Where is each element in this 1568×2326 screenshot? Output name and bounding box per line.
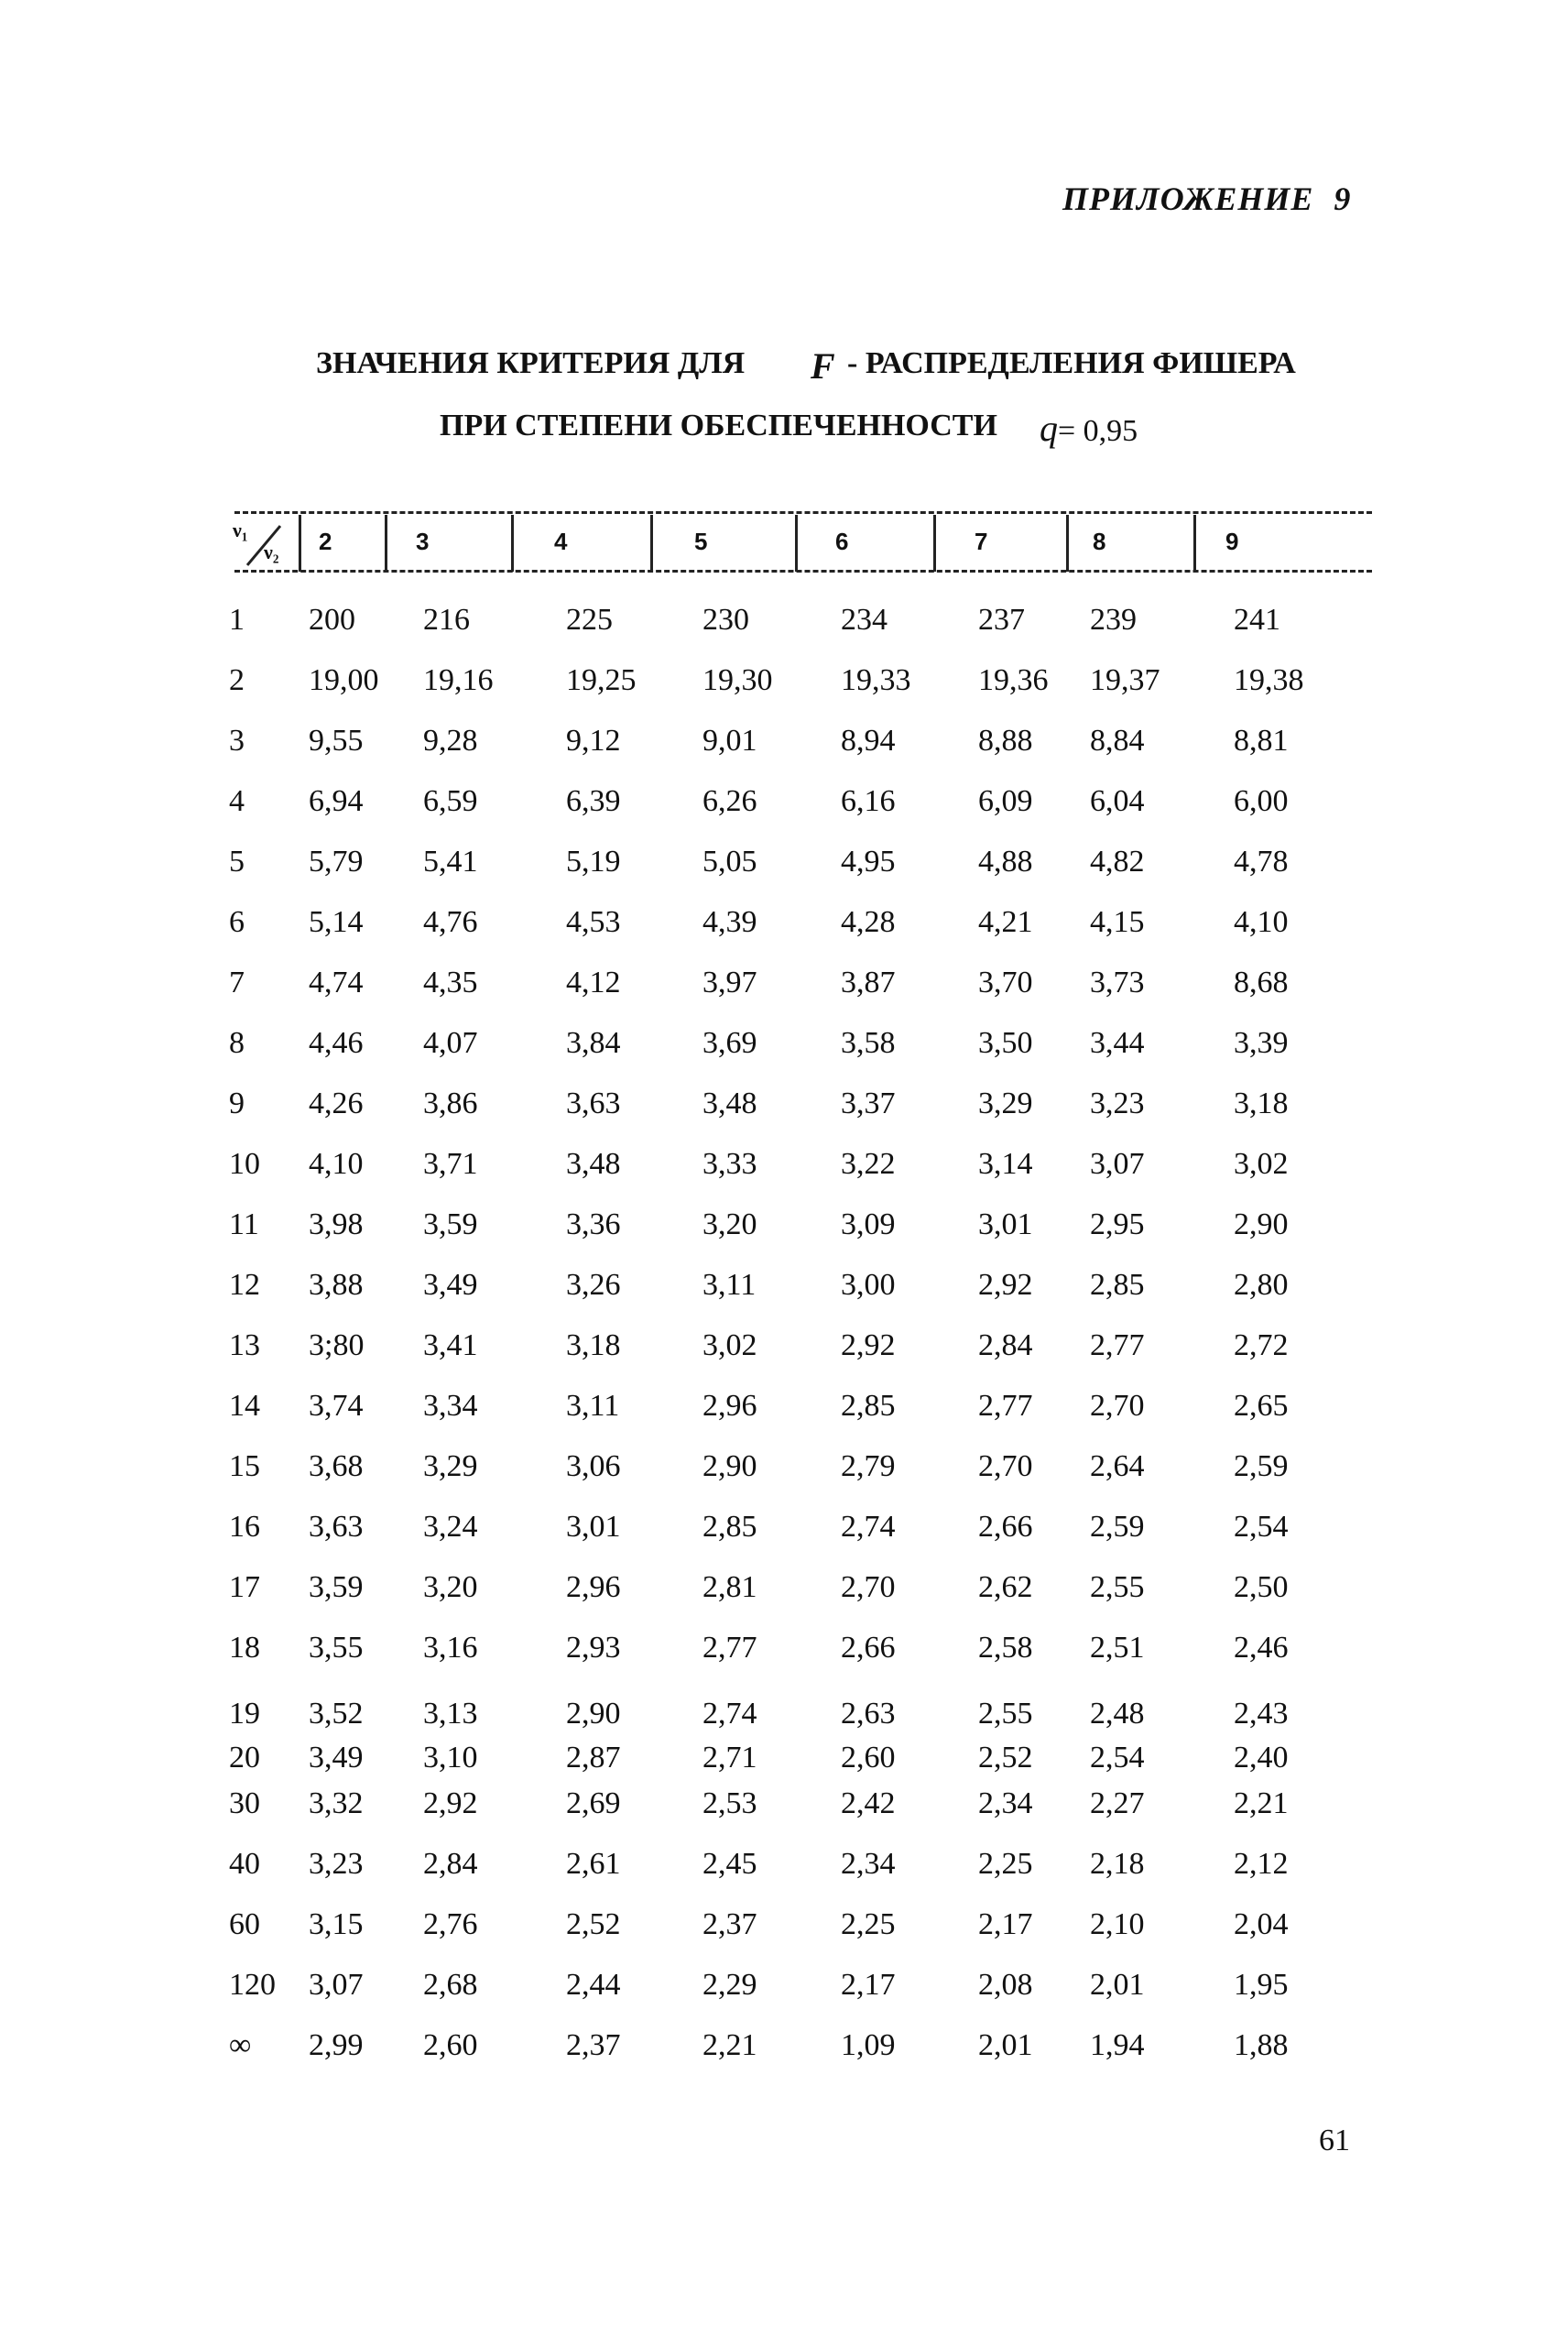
table-cell: 3,11 (566, 1389, 620, 1423)
table-cell: 19,25 (566, 663, 637, 697)
table-cell: 8,94 (841, 724, 896, 758)
table-row (0, 1968, 1568, 2014)
row-label: 2 (229, 663, 245, 697)
column-header: 9 (1225, 528, 1239, 555)
table-cell: 19,37 (1090, 663, 1160, 697)
table-cell: 3,14 (978, 1147, 1033, 1181)
table-cell: 3,59 (423, 1207, 478, 1241)
table-cell: 3,58 (841, 1026, 896, 1060)
table-cell: 2,70 (1090, 1389, 1145, 1423)
row-label: 13 (229, 1328, 260, 1362)
table-cell: 2,59 (1090, 1510, 1145, 1544)
header-divider (650, 515, 653, 572)
table-cell: 2,46 (1234, 1631, 1289, 1665)
table-cell: 3,63 (309, 1510, 364, 1544)
table-cell: 3,15 (309, 1907, 364, 1941)
table-cell: 8,68 (1234, 966, 1289, 999)
table-cell: 3,49 (309, 1741, 364, 1775)
table-cell: 2,99 (309, 2028, 364, 2062)
table-cell: 2,54 (1234, 1510, 1289, 1544)
table-cell: 2,87 (566, 1741, 621, 1775)
table-cell: 6,94 (309, 784, 364, 818)
table-cell: 3,63 (566, 1087, 621, 1120)
table-cell: 2,04 (1234, 1907, 1289, 1941)
table-cell: 2,52 (566, 1907, 621, 1941)
header-divider (1193, 515, 1196, 572)
column-header: 8 (1093, 528, 1106, 555)
table-cell: 2,17 (978, 1907, 1033, 1941)
title-line1-left: ЗНАЧЕНИЯ КРИТЕРИЯ ДЛЯ (316, 346, 746, 380)
table-cell: 2,60 (423, 2028, 478, 2062)
table-cell: 9,01 (702, 724, 757, 758)
table-row (0, 905, 1568, 951)
row-label: 20 (229, 1741, 260, 1775)
table-cell: 3,01 (566, 1510, 621, 1544)
table-cell: 3,16 (423, 1631, 478, 1665)
table-cell: 3,49 (423, 1268, 478, 1302)
table-cell: 2,42 (841, 1786, 896, 1820)
table-cell: 3,26 (566, 1268, 621, 1302)
table-row (0, 1449, 1568, 1495)
table-cell: 2,65 (1234, 1389, 1289, 1423)
table-cell: 2,25 (841, 1907, 896, 1941)
column-header: 5 (694, 528, 708, 555)
table-cell: 2,59 (1234, 1449, 1289, 1483)
row-label: 7 (229, 966, 245, 999)
table-row (0, 1697, 1568, 1742)
header-divider (795, 515, 798, 572)
table-cell: 3,23 (1090, 1087, 1145, 1120)
table-cell: 2,90 (566, 1697, 621, 1731)
table-cell: 2,29 (702, 1968, 757, 2002)
table-cell: 2,92 (841, 1328, 896, 1362)
table-cell: 2,70 (978, 1449, 1033, 1483)
table-cell: 4,35 (423, 966, 478, 999)
table-cell: 6,39 (566, 784, 621, 818)
table-cell: 6,09 (978, 784, 1033, 818)
title-line2-left: ПРИ СТЕПЕНИ ОБЕСПЕЧЕННОСТИ (440, 409, 997, 442)
table-cell: 4,28 (841, 905, 896, 939)
table-cell: 19,30 (702, 663, 773, 697)
table-cell: 2,01 (978, 2028, 1033, 2062)
table-cell: 2,96 (566, 1570, 621, 1604)
table-cell: 2,40 (1234, 1741, 1289, 1775)
appendix-label: ПРИЛОЖЕНИЕ (1062, 180, 1314, 217)
table-cell: 2,43 (1234, 1697, 1289, 1731)
table-cell: 3,01 (978, 1207, 1033, 1241)
title-line1-right: - РАСПРЕДЕЛЕНИЯ ФИШЕРА (847, 346, 1296, 380)
table-cell: 225 (566, 603, 613, 637)
table-row (0, 1907, 1568, 1953)
table-title-line-1 (316, 345, 1296, 387)
table-cell: 2,66 (841, 1631, 896, 1665)
table-cell: 2,80 (1234, 1268, 1289, 1302)
table-row (0, 1510, 1568, 1556)
corner-nu1: ν₁ (233, 519, 248, 541)
table-cell: 2,74 (841, 1510, 896, 1544)
header-divider (933, 515, 936, 572)
table-cell: 2,01 (1090, 1968, 1145, 2002)
table-cell: 241 (1234, 603, 1280, 637)
table-cell: 3,59 (309, 1570, 364, 1604)
table-row (0, 1207, 1568, 1253)
header-divider (1066, 515, 1069, 572)
table-title-line-2 (440, 408, 1138, 449)
header-top-rule (234, 511, 1372, 514)
table-row (0, 1328, 1568, 1374)
table-cell: 3,70 (978, 966, 1033, 999)
table-cell: 3,73 (1090, 966, 1145, 999)
row-label: 40 (229, 1847, 260, 1881)
table-cell: 2,79 (841, 1449, 896, 1483)
table-row (0, 1026, 1568, 1072)
table-cell: 3,87 (841, 966, 896, 999)
table-cell: 2,50 (1234, 1570, 1289, 1604)
table-cell: 1,95 (1234, 1968, 1289, 2002)
table-cell: 3,24 (423, 1510, 478, 1544)
table-header (227, 511, 1372, 575)
table-cell: 3,20 (423, 1570, 478, 1604)
table-cell: 2,72 (1234, 1328, 1289, 1362)
table-cell: 19,00 (309, 663, 379, 697)
table-cell: 4,82 (1090, 845, 1145, 879)
row-label: 30 (229, 1786, 260, 1820)
table-cell: 3,50 (978, 1026, 1033, 1060)
table-cell: 3,52 (309, 1697, 364, 1731)
table-cell: 2,51 (1090, 1631, 1145, 1665)
table-cell: 4,78 (1234, 845, 1289, 879)
table-cell: 2,92 (978, 1268, 1033, 1302)
table-cell: 3,48 (702, 1087, 757, 1120)
table-cell: 237 (978, 603, 1025, 637)
table-cell: 2,96 (702, 1389, 757, 1423)
row-label: 3 (229, 724, 245, 758)
table-cell: 5,14 (309, 905, 364, 939)
table-cell: 3,97 (702, 966, 757, 999)
table-cell: 2,60 (841, 1741, 896, 1775)
table-cell: 230 (702, 603, 749, 637)
column-header: 6 (835, 528, 849, 555)
table-cell: 5,05 (702, 845, 757, 879)
table-cell: 3,29 (423, 1449, 478, 1483)
table-row (0, 724, 1568, 770)
table-cell: 3,18 (566, 1328, 621, 1362)
table-cell: 8,81 (1234, 724, 1289, 758)
table-cell: 2,84 (978, 1328, 1033, 1362)
table-cell: 2,77 (702, 1631, 757, 1665)
table-cell: 6,26 (702, 784, 757, 818)
table-cell: 3,00 (841, 1268, 896, 1302)
q-expression (1040, 407, 1138, 450)
table-cell: 2,54 (1090, 1741, 1145, 1775)
table-cell: 4,53 (566, 905, 621, 939)
table-cell: 4,76 (423, 905, 478, 939)
table-cell: 19,33 (841, 663, 911, 697)
table-row (0, 1389, 1568, 1435)
table-cell: 4,10 (309, 1147, 364, 1181)
table-cell: 2,95 (1090, 1207, 1145, 1241)
table-cell: 3,13 (423, 1697, 478, 1731)
q-value: = 0,95 (1058, 414, 1138, 448)
table-cell: 4,12 (566, 966, 621, 999)
table-cell: 2,92 (423, 1786, 478, 1820)
table-cell: 3,48 (566, 1147, 621, 1181)
table-cell: 4,15 (1090, 905, 1145, 939)
table-cell: 6,00 (1234, 784, 1289, 818)
table-cell: 2,85 (841, 1389, 896, 1423)
table-cell: 3,36 (566, 1207, 621, 1241)
table-row (0, 1847, 1568, 1893)
table-cell: 4,10 (1234, 905, 1289, 939)
table-cell: 6,16 (841, 784, 896, 818)
row-label: 18 (229, 1631, 260, 1665)
row-label: 14 (229, 1389, 260, 1423)
header-corner-cell (227, 519, 299, 570)
table-cell: 2,90 (1234, 1207, 1289, 1241)
table-cell: 3,98 (309, 1207, 364, 1241)
table-cell: 3,88 (309, 1268, 364, 1302)
table-cell: 4,21 (978, 905, 1033, 939)
table-cell: 2,66 (978, 1510, 1033, 1544)
table-cell: 2,52 (978, 1741, 1033, 1775)
table-cell: 2,58 (978, 1631, 1033, 1665)
table-cell: 2,68 (423, 1968, 478, 2002)
table-cell: 2,53 (702, 1786, 757, 1820)
row-label: 6 (229, 905, 245, 939)
table-cell: 3,74 (309, 1389, 364, 1423)
table-cell: 3,22 (841, 1147, 896, 1181)
table-cell: 2,27 (1090, 1786, 1145, 1820)
table-cell: 8,88 (978, 724, 1033, 758)
table-row (0, 1741, 1568, 1786)
table-cell: 3,20 (702, 1207, 757, 1241)
row-label: 9 (229, 1087, 245, 1120)
table-cell: 2,93 (566, 1631, 621, 1665)
table-cell: 4,88 (978, 845, 1033, 879)
table-row (0, 1786, 1568, 1832)
table-cell: 2,45 (702, 1847, 757, 1881)
table-cell: 3,34 (423, 1389, 478, 1423)
table-cell: 3,32 (309, 1786, 364, 1820)
table-cell: 2,34 (841, 1847, 896, 1881)
table-cell: 19,38 (1234, 663, 1304, 697)
table-cell: 2,08 (978, 1968, 1033, 2002)
row-label: ∞ (229, 2028, 252, 2062)
table-cell: 2,25 (978, 1847, 1033, 1881)
row-label: 4 (229, 784, 245, 818)
table-row (0, 1087, 1568, 1132)
row-label: 120 (229, 1968, 276, 2002)
row-label: 17 (229, 1570, 260, 1604)
table-cell: 4,39 (702, 905, 757, 939)
table-cell: 4,07 (423, 1026, 478, 1060)
table-cell: 2,55 (978, 1697, 1033, 1731)
appendix-heading (1062, 180, 1351, 218)
header-divider (511, 515, 514, 572)
header-divider (299, 515, 301, 572)
table-cell: 3,86 (423, 1087, 478, 1120)
table-cell: 4,46 (309, 1026, 364, 1060)
table-cell: 4,95 (841, 845, 896, 879)
row-label: 12 (229, 1268, 260, 1302)
table-row (0, 1147, 1568, 1193)
column-header: 2 (319, 528, 332, 555)
appendix-number: 9 (1334, 180, 1352, 217)
table-row (0, 603, 1568, 649)
header-divider (385, 515, 387, 572)
table-cell: 239 (1090, 603, 1137, 637)
table-cell: 19,36 (978, 663, 1049, 697)
table-cell: 4,74 (309, 966, 364, 999)
table-cell: 5,19 (566, 845, 621, 879)
row-label: 8 (229, 1026, 245, 1060)
table-cell: 216 (423, 603, 470, 637)
table-cell: 2,55 (1090, 1570, 1145, 1604)
table-cell: 3,68 (309, 1449, 364, 1483)
table-cell: 1,09 (841, 2028, 896, 2062)
table-cell: 3,02 (702, 1328, 757, 1362)
table-cell: 5,41 (423, 845, 478, 879)
table-cell: 2,61 (566, 1847, 621, 1881)
table-cell: 6,59 (423, 784, 478, 818)
table-cell: 2,37 (702, 1907, 757, 1941)
table-cell: 6,04 (1090, 784, 1145, 818)
table-cell: 2,48 (1090, 1697, 1145, 1731)
table-cell: 2,37 (566, 2028, 621, 2062)
table-cell: 2,12 (1234, 1847, 1289, 1881)
table-cell: 2,44 (566, 1968, 621, 2002)
table-row (0, 2028, 1568, 2074)
table-cell: 3,09 (841, 1207, 896, 1241)
table-cell: 2,18 (1090, 1847, 1145, 1881)
table-cell: 3,39 (1234, 1026, 1289, 1060)
table-cell: 3,84 (566, 1026, 621, 1060)
row-label: 1 (229, 603, 245, 637)
table-cell: 2,77 (978, 1389, 1033, 1423)
table-cell: 2,71 (702, 1741, 757, 1775)
table-cell: 3,07 (1090, 1147, 1145, 1181)
table-cell: 8,84 (1090, 724, 1145, 758)
table-cell: 3,11 (702, 1268, 757, 1302)
table-cell: 3,23 (309, 1847, 364, 1881)
table-cell: 3,44 (1090, 1026, 1145, 1060)
table-cell: 19,16 (423, 663, 494, 697)
table-cell: 2,70 (841, 1570, 896, 1604)
table-cell: 2,17 (841, 1968, 896, 2002)
table-cell: 1,88 (1234, 2028, 1289, 2062)
row-label: 5 (229, 845, 245, 879)
table-cell: 2,74 (702, 1697, 757, 1731)
table-cell: 3,02 (1234, 1147, 1289, 1181)
table-cell: 2,64 (1090, 1449, 1145, 1483)
table-cell: 2,63 (841, 1697, 896, 1731)
table-cell: 2,62 (978, 1570, 1033, 1604)
header-bottom-rule (234, 570, 1372, 573)
page-number: 61 (1319, 2124, 1350, 2157)
row-label: 19 (229, 1697, 260, 1731)
table-cell: 2,85 (702, 1510, 757, 1544)
table-cell: 3,10 (423, 1741, 478, 1775)
table-row (0, 1631, 1568, 1676)
table-cell: 3,07 (309, 1968, 364, 2002)
row-label: 10 (229, 1147, 260, 1181)
table-cell: 3,18 (1234, 1087, 1289, 1120)
row-label: 16 (229, 1510, 260, 1544)
table-cell: 3;80 (309, 1328, 365, 1362)
table-cell: 2,81 (702, 1570, 757, 1604)
row-label: 60 (229, 1907, 260, 1941)
column-header: 3 (416, 528, 430, 555)
table-cell: 9,55 (309, 724, 364, 758)
table-row (0, 663, 1568, 709)
table-cell: 200 (309, 603, 355, 637)
table-cell: 3,55 (309, 1631, 364, 1665)
table-cell: 9,12 (566, 724, 621, 758)
q-symbol: q (1040, 408, 1058, 449)
row-label: 15 (229, 1449, 260, 1483)
row-label: 11 (229, 1207, 259, 1241)
table-cell: 2,77 (1090, 1328, 1145, 1362)
table-cell: 234 (841, 603, 887, 637)
table-cell: 3,33 (702, 1147, 757, 1181)
table-row (0, 966, 1568, 1011)
column-header: 4 (554, 528, 568, 555)
table-cell: 2,85 (1090, 1268, 1145, 1302)
corner-nu2: ν₂ (264, 541, 279, 563)
table-cell: 2,76 (423, 1907, 478, 1941)
table-cell: 2,21 (1234, 1786, 1289, 1820)
table-cell: 3,37 (841, 1087, 896, 1120)
table-row (0, 784, 1568, 830)
table-row (0, 1268, 1568, 1314)
column-header: 7 (975, 528, 988, 555)
table-cell: 5,79 (309, 845, 364, 879)
table-cell: 3,06 (566, 1449, 621, 1483)
table-cell: 2,21 (702, 2028, 757, 2062)
table-cell: 3,69 (702, 1026, 757, 1060)
table-cell: 1,94 (1090, 2028, 1145, 2062)
table-cell: 3,41 (423, 1328, 478, 1362)
table-cell: 3,71 (423, 1147, 478, 1181)
table-row (0, 845, 1568, 890)
table-cell: 2,90 (702, 1449, 757, 1483)
table-cell: 2,34 (978, 1786, 1033, 1820)
table-cell: 2,84 (423, 1847, 478, 1881)
table-cell: 4,26 (309, 1087, 364, 1120)
table-row (0, 1570, 1568, 1616)
table-cell: 2,69 (566, 1786, 621, 1820)
f-symbol: F (811, 345, 835, 387)
table-cell: 9,28 (423, 724, 478, 758)
table-cell: 2,10 (1090, 1907, 1145, 1941)
table-cell: 3,29 (978, 1087, 1033, 1120)
